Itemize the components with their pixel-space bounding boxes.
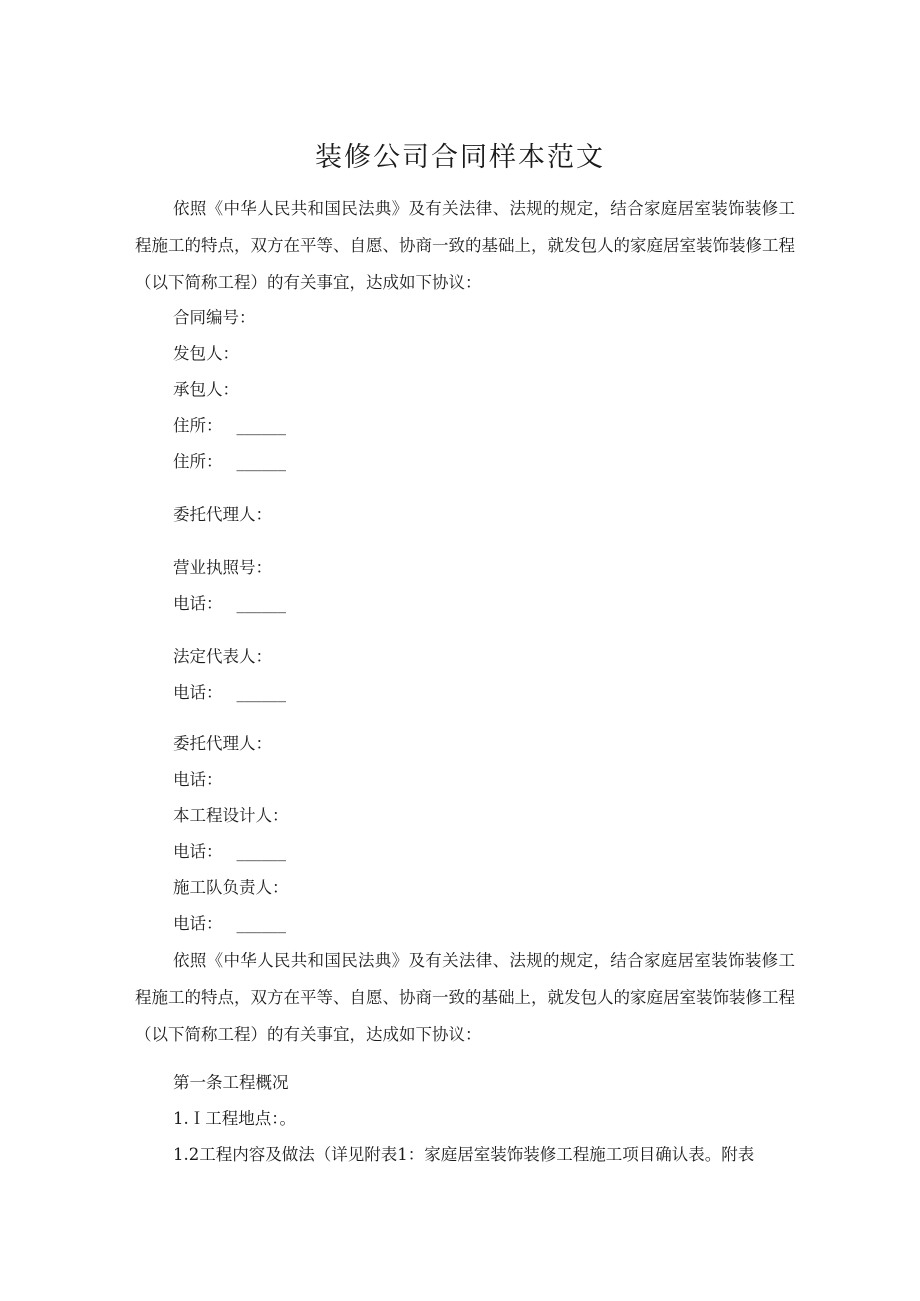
field-label: 委托代理人： (173, 505, 272, 524)
field-phone-5 (173, 912, 286, 936)
field-label: 电话： (173, 683, 223, 702)
field-team-leader (173, 876, 303, 900)
field-label: 电话： (173, 842, 223, 861)
field-label: 电话： (173, 770, 223, 789)
field-designer (173, 804, 303, 828)
field-label: 发包人： (173, 344, 239, 363)
field-contractor (173, 378, 253, 402)
field-employer (173, 342, 253, 366)
field-agent-1 (173, 503, 286, 527)
field-label: 住所： (173, 452, 223, 471)
field-label: 施工队负责人： (173, 878, 289, 897)
field-blank: ______ (236, 842, 286, 861)
field-blank: ______ (236, 452, 286, 471)
section-heading: 第一条工程概况 (173, 1073, 289, 1092)
field-label: 承包人： (173, 380, 239, 399)
field-phone-1 (173, 592, 286, 616)
field-address-1 (173, 414, 286, 438)
intro-paragraph: 依照《中华人民共和国民法典》及有关法律、法规的规定，结合家庭居室装饰装修工程施工的特点，双方在平等、自愿、协商一致的基础上，就发包人的家庭居室装饰装修工程（以下简称工程）的有关事宜，达成如下协议： (135, 199, 795, 292)
field-blank: ______ (236, 594, 286, 613)
field-label: 本工程设计人： (173, 806, 289, 825)
field-phone-2 (173, 681, 286, 705)
field-legal-representative (173, 645, 286, 669)
field-label: 法定代表人： (173, 647, 272, 666)
field-business-license (173, 556, 286, 580)
field-address-2 (173, 450, 286, 474)
field-phone-4 (173, 840, 286, 864)
field-blank: ______ (236, 914, 286, 933)
clause-1-1: 1.Ｉ工程地点：。 (173, 1109, 296, 1128)
field-blank: ______ (236, 683, 286, 702)
field-label: 电话： (173, 914, 223, 933)
field-phone-3 (173, 768, 237, 792)
field-label: 电话： (173, 594, 223, 613)
field-label: 住所： (173, 416, 223, 435)
field-blank: ______ (236, 416, 286, 435)
clause-1-2: 1.2工程内容及做法（详见附表1：家庭居室装饰装修工程施工项目确认表。附表 (173, 1145, 755, 1164)
field-agent-2 (173, 732, 286, 756)
document-title: 装修公司合同样本范文 (315, 142, 605, 173)
field-label: 委托代理人： (173, 734, 272, 753)
repeat-paragraph: 依照《中华人民共和国民法典》及有关法律、法规的规定，结合家庭居室装饰装修工程施工的特点，双方在平等、自愿、协商一致的基础上，就发包人的家庭居室装饰装修工程（以下简称工程）的有关事宜，达成如下协议： (135, 951, 795, 1044)
field-label: 营业执照号： (173, 558, 272, 577)
field-contract-number (173, 306, 270, 330)
field-label: 合同编号： (173, 308, 256, 327)
